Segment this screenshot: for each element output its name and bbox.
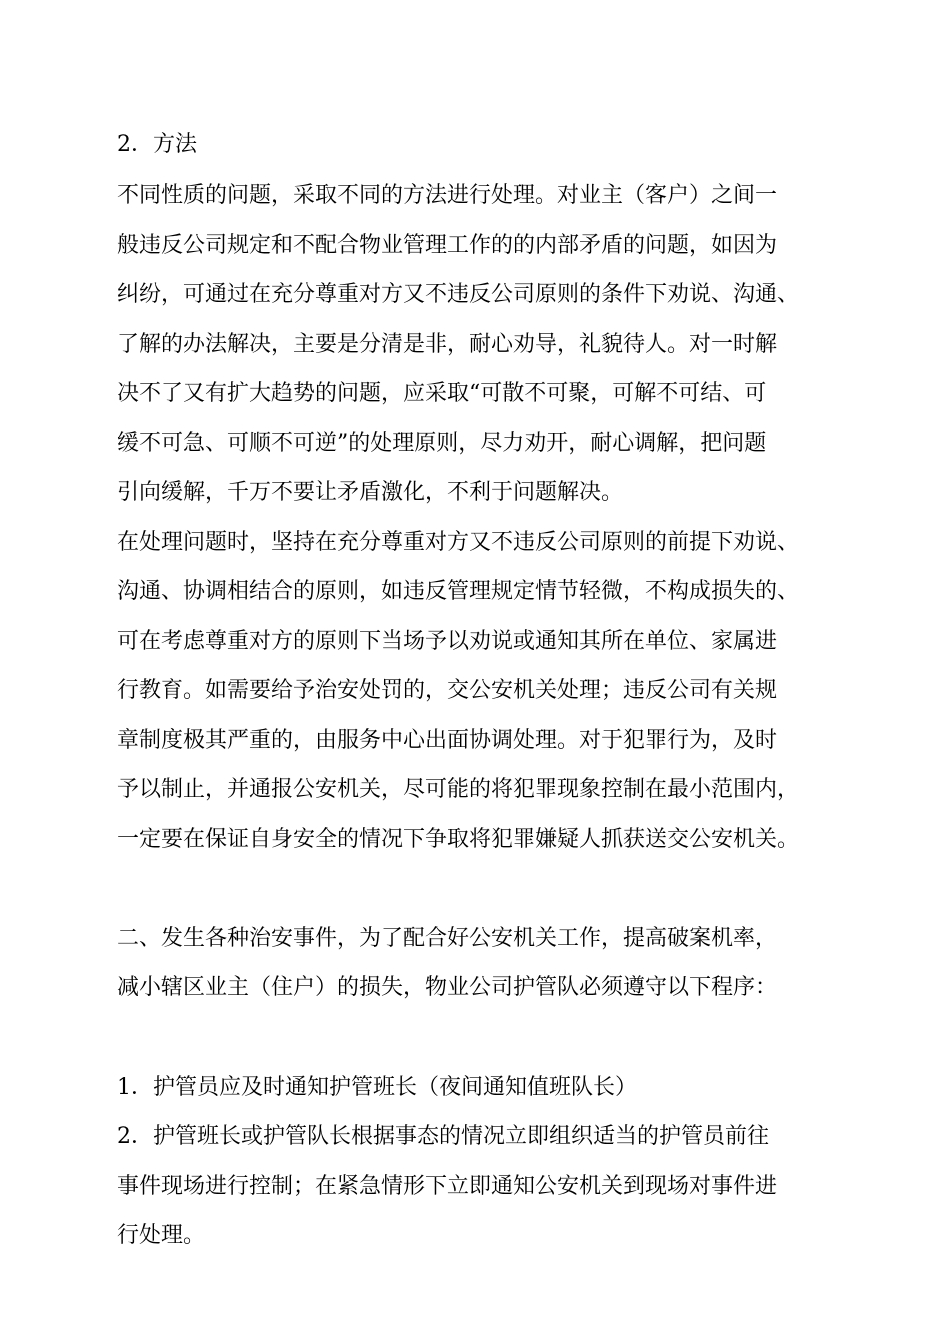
section-2-intro-line: 二、发生各种治安事件，为了配合好公安机关工作，提高破案机率， <box>117 926 778 951</box>
paragraph-1-line: 引向缓解，千万不要让矛盾激化，不利于问题解决。 <box>117 480 624 505</box>
paragraph-1-line: 了解的办法解决，主要是分清是非，耐心劝导，礼貌待人。对一时解 <box>117 332 778 357</box>
step-line: 1．护管员应及时通知护管班长（夜间通知值班队长） <box>117 1075 637 1100</box>
paragraph-2-line: 一定要在保证自身安全的情况下争取将犯罪嫌疑人抓获送交公安机关。 <box>117 827 800 852</box>
section-heading: 2．方法 <box>117 132 197 157</box>
paragraph-1-line: 决不了又有扩大趋势的问题，应采取“可散不可聚，可解不可结、可 <box>117 381 767 406</box>
paragraph-2-line: 行教育。如需要给予治安处罚的，交公安机关处理；违反公司有关规 <box>117 678 778 703</box>
paragraph-2-line: 章制度极其严重的，由服务中心出面协调处理。对于犯罪行为，及时 <box>117 728 778 753</box>
section-2-intro-line: 减小辖区业主（住户）的损失，物业公司护管队必须遵守以下程序： <box>117 975 778 1000</box>
paragraph-1-line: 缓不可急、可顺不可逆”的处理原则，尽力劝开，耐心调解，把问题 <box>117 431 767 456</box>
step-line: 2．护管班长或护管队长根据事态的情况立即组织适当的护管员前往 <box>117 1124 769 1149</box>
paragraph-1-line: 纠纷，可通过在充分尊重对方又不违反公司原则的条件下劝说、沟通、 <box>117 282 800 307</box>
paragraph-2-line: 予以制止，并通报公安机关，尽可能的将犯罪现象控制在最小范围内， <box>117 777 800 802</box>
paragraph-2-line: 在处理问题时，坚持在充分尊重对方又不违反公司原则的前提下劝说、 <box>117 530 800 555</box>
paragraph-1-line: 不同性质的问题，采取不同的方法进行处理。对业主（客户）之间一 <box>117 183 778 208</box>
step-line: 行处理。 <box>117 1223 206 1248</box>
paragraph-2-line: 沟通、协调相结合的原则，如违反管理规定情节轻微，不构成损失的、 <box>117 579 800 604</box>
paragraph-1-line: 般违反公司规定和不配合物业管理工作的的内部矛盾的问题，如因为 <box>117 233 778 258</box>
paragraph-2-line: 可在考虑尊重对方的原则下当场予以劝说或通知其所在单位、家属进 <box>117 629 778 654</box>
step-line: 事件现场进行控制；在紧急情形下立即通知公安机关到现场对事件进 <box>117 1174 778 1199</box>
